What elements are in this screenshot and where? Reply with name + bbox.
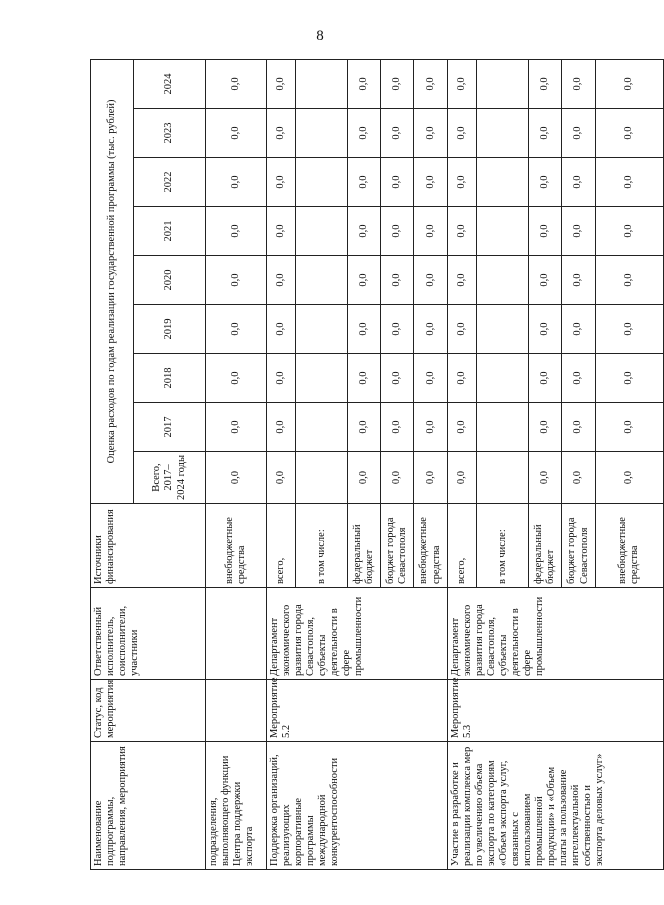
block-status: Мероприятие 5.3 — [447, 680, 663, 742]
budget-table — [90, 59, 664, 870]
value-year-cell: 0,0 — [266, 158, 296, 207]
header-year: 2023 — [134, 109, 206, 158]
value-total-cell — [477, 452, 529, 504]
value-year-cell — [296, 256, 348, 305]
value-year-cell: 0,0 — [414, 207, 447, 256]
block-status: Мероприятие 5.2 — [266, 680, 447, 742]
value-year-cell: 0,0 — [381, 256, 414, 305]
value-year-cell: 0,0 — [447, 207, 477, 256]
value-year-cell: 0,0 — [381, 403, 414, 452]
value-year-cell — [296, 109, 348, 158]
value-year-cell — [296, 59, 348, 108]
value-year-cell: 0,0 — [206, 109, 267, 158]
value-year-cell — [296, 305, 348, 354]
value-year-cell: 0,0 — [595, 109, 663, 158]
value-year-cell: 0,0 — [562, 403, 595, 452]
block-name: Участие в разработке и реализации комплекса мер по увеличению объема экспорта по категориям «Объем экспорта услуг, связанных с использованием промышленной продукции» и «Объем платы за пользование интеллектуальной собственностью и экспорта деловых услуг» — [447, 742, 663, 870]
value-year-cell: 0,0 — [414, 256, 447, 305]
value-total-cell: 0,0 — [348, 452, 381, 504]
value-year-cell: 0,0 — [348, 403, 381, 452]
value-year-cell: 0,0 — [266, 403, 296, 452]
value-year-cell: 0,0 — [595, 403, 663, 452]
block-name: Поддержка организаций, реализующих корпоративные программы международной конкурентоспособности — [266, 742, 447, 870]
value-year-cell: 0,0 — [206, 403, 267, 452]
value-year-cell: 0,0 — [595, 354, 663, 403]
table-row — [206, 59, 267, 869]
value-year-cell: 0,0 — [447, 59, 477, 108]
funding-source: бюджет города Севастополя — [381, 504, 414, 588]
value-year-cell: 0,0 — [206, 158, 267, 207]
header-group-title: Оценка расходов по годам реализации государственной программы (тыс. рублей) — [91, 59, 134, 503]
value-year-cell: 0,0 — [562, 354, 595, 403]
value-year-cell: 0,0 — [414, 59, 447, 108]
value-year-cell: 0,0 — [348, 59, 381, 108]
value-year-cell: 0,0 — [529, 207, 562, 256]
funding-source: всего, — [266, 504, 296, 588]
value-year-cell: 0,0 — [206, 256, 267, 305]
header-year: 2019 — [134, 305, 206, 354]
value-year-cell: 0,0 — [414, 109, 447, 158]
value-year-cell: 0,0 — [414, 354, 447, 403]
value-year-cell: 0,0 — [562, 158, 595, 207]
value-year-cell: 0,0 — [529, 354, 562, 403]
funding-source: федеральный бюджет — [529, 504, 562, 588]
value-year-cell: 0,0 — [562, 305, 595, 354]
value-year-cell: 0,0 — [348, 207, 381, 256]
table-row — [447, 59, 477, 869]
value-year-cell: 0,0 — [206, 305, 267, 354]
block-executor: Департамент экономического развития города Севастополя, субъекты деятельности в сфере промышленности — [266, 588, 447, 680]
value-year-cell: 0,0 — [447, 305, 477, 354]
value-year-cell: 0,0 — [414, 158, 447, 207]
funding-source: внебюджетные средства — [595, 504, 663, 588]
value-year-cell: 0,0 — [414, 403, 447, 452]
value-year-cell: 0,0 — [562, 59, 595, 108]
value-year-cell: 0,0 — [348, 305, 381, 354]
value-total-cell: 0,0 — [562, 452, 595, 504]
value-year-cell: 0,0 — [381, 109, 414, 158]
header-year: 2017 — [134, 403, 206, 452]
value-year-cell: 0,0 — [595, 158, 663, 207]
value-year-cell: 0,0 — [529, 59, 562, 108]
header-status: Статус, код мероприятия — [91, 680, 206, 742]
value-year-cell: 0,0 — [266, 59, 296, 108]
funding-source: федеральный бюджет — [348, 504, 381, 588]
value-total-cell: 0,0 — [414, 452, 447, 504]
value-year-cell — [477, 403, 529, 452]
header-total: Всего, 2017–2024 годы — [134, 452, 206, 504]
value-year-cell: 0,0 — [266, 354, 296, 403]
value-year-cell: 0,0 — [529, 305, 562, 354]
value-year-cell: 0,0 — [529, 158, 562, 207]
value-year-cell: 0,0 — [381, 158, 414, 207]
block-executor: Департамент экономического развития города Севастополя, субъекты деятельности в сфере промышленности — [447, 588, 663, 680]
funding-source: внебюджетные средства — [414, 504, 447, 588]
value-year-cell: 0,0 — [562, 109, 595, 158]
value-year-cell: 0,0 — [447, 256, 477, 305]
value-year-cell — [296, 158, 348, 207]
value-total-cell: 0,0 — [529, 452, 562, 504]
block-executor — [206, 588, 267, 680]
header-executor: Ответственный исполнитель, соисполнители, участники — [91, 588, 206, 680]
header-source: Источники финансирования — [91, 504, 206, 588]
value-year-cell: 0,0 — [447, 109, 477, 158]
value-year-cell — [296, 403, 348, 452]
value-year-cell — [477, 158, 529, 207]
funding-source: в том числе: — [296, 504, 348, 588]
value-total-cell: 0,0 — [447, 452, 477, 504]
value-year-cell: 0,0 — [266, 305, 296, 354]
value-year-cell: 0,0 — [562, 207, 595, 256]
value-year-cell — [477, 207, 529, 256]
block-status — [206, 680, 267, 742]
value-total-cell: 0,0 — [595, 452, 663, 504]
value-year-cell: 0,0 — [595, 256, 663, 305]
value-year-cell: 0,0 — [529, 403, 562, 452]
block-name: подразделения, выполняющего функции Центра поддержки экспорта — [206, 742, 267, 870]
funding-source: в том числе: — [477, 504, 529, 588]
value-total-cell: 0,0 — [266, 452, 296, 504]
value-year-cell: 0,0 — [348, 158, 381, 207]
value-year-cell: 0,0 — [595, 59, 663, 108]
value-year-cell: 0,0 — [381, 354, 414, 403]
header-name: Наименование подпрограммы, направления, мероприятия — [91, 742, 206, 870]
value-year-cell: 0,0 — [266, 109, 296, 158]
header-year: 2021 — [134, 207, 206, 256]
value-year-cell — [477, 256, 529, 305]
rotated-table-container — [90, 60, 641, 870]
value-total-cell: 0,0 — [206, 452, 267, 504]
value-year-cell: 0,0 — [529, 256, 562, 305]
value-year-cell — [477, 305, 529, 354]
header-year: 2022 — [134, 158, 206, 207]
value-year-cell: 0,0 — [381, 305, 414, 354]
value-year-cell: 0,0 — [348, 109, 381, 158]
value-year-cell: 0,0 — [447, 158, 477, 207]
value-year-cell: 0,0 — [595, 305, 663, 354]
value-year-cell: 0,0 — [266, 256, 296, 305]
value-year-cell: 0,0 — [348, 256, 381, 305]
value-year-cell — [296, 207, 348, 256]
value-year-cell — [296, 354, 348, 403]
value-year-cell: 0,0 — [381, 59, 414, 108]
value-year-cell: 0,0 — [595, 207, 663, 256]
value-year-cell: 0,0 — [529, 109, 562, 158]
header-year: 2024 — [134, 59, 206, 108]
value-year-cell: 0,0 — [348, 354, 381, 403]
value-year-cell — [477, 354, 529, 403]
table-header — [91, 59, 206, 869]
value-year-cell: 0,0 — [447, 403, 477, 452]
value-year-cell: 0,0 — [206, 59, 267, 108]
funding-source: бюджет города Севастополя — [562, 504, 595, 588]
header-year: 2018 — [134, 354, 206, 403]
value-year-cell — [477, 59, 529, 108]
value-year-cell: 0,0 — [562, 256, 595, 305]
value-year-cell: 0,0 — [206, 207, 267, 256]
value-year-cell: 0,0 — [266, 207, 296, 256]
value-year-cell: 0,0 — [447, 354, 477, 403]
value-total-cell — [296, 452, 348, 504]
page-number: 8 — [316, 28, 324, 44]
table-body — [206, 59, 664, 869]
funding-source: внебюджетные средства — [206, 504, 267, 588]
funding-source: всего, — [447, 504, 477, 588]
value-year-cell: 0,0 — [381, 207, 414, 256]
value-year-cell — [477, 109, 529, 158]
value-year-cell: 0,0 — [206, 354, 267, 403]
value-total-cell: 0,0 — [381, 452, 414, 504]
header-year: 2020 — [134, 256, 206, 305]
value-year-cell: 0,0 — [414, 305, 447, 354]
table-row — [266, 59, 296, 869]
